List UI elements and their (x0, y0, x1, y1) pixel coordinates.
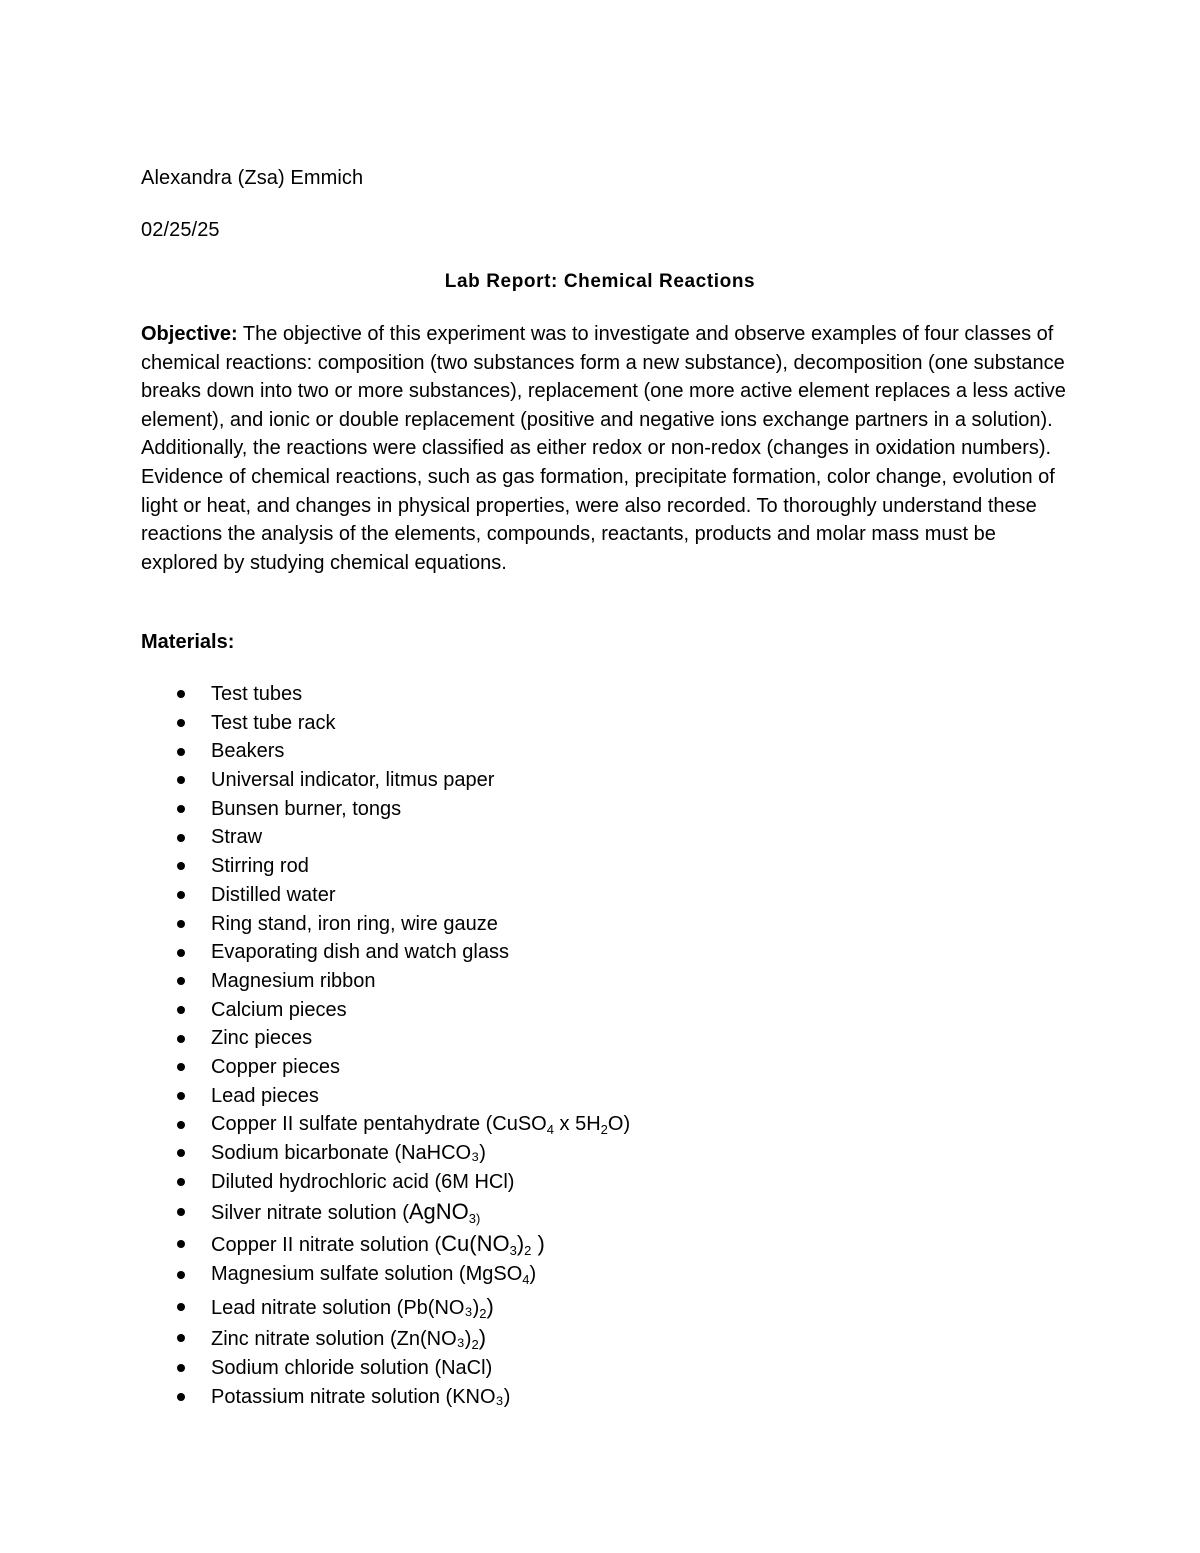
bullet-icon (177, 1178, 185, 1186)
bullet-icon (177, 1006, 185, 1014)
list-item: Test tube rack (141, 709, 630, 738)
bullet-icon (177, 748, 185, 756)
list-item-sodium-bicarbonate: Sodium bicarbonate (NaHCO₃) (141, 1139, 630, 1168)
list-item: Lead pieces (141, 1082, 630, 1111)
bullet-icon (177, 805, 185, 813)
list-item-lead-nitrate: Lead nitrate solution $(Pb(NO_3)_2)$ (141, 1291, 630, 1323)
list-item-magnesium-sulfate: Magnesium sulfate solution (MgSO$_4$) (141, 1259, 630, 1291)
list-item-copper-nitrate: Copper II nitrate solution ($Cu(NO_3)_2$ ) (141, 1228, 630, 1260)
list-item: Magnesium ribbon (141, 967, 630, 996)
list-item-sodium-chloride: Sodium chloride solution (NaCl) (141, 1354, 630, 1383)
bullet-icon (177, 1149, 185, 1157)
list-item: Straw (141, 823, 630, 852)
list-item: Zinc pieces (141, 1024, 630, 1053)
bullet-icon (177, 719, 185, 727)
bullet-icon (177, 1334, 185, 1342)
bullet-icon (177, 1208, 185, 1216)
list-item: Test tubes (141, 680, 630, 709)
bullet-icon (177, 1240, 185, 1248)
bullet-icon (177, 949, 185, 957)
bullet-icon (177, 834, 185, 842)
bullet-icon (177, 920, 185, 928)
bullet-icon (177, 1121, 185, 1129)
objective-text: The objective of this experiment was to investigate and observe examples of four classes of chemical reactions: composition (two substances form a new substance), decomposition (one substance breaks down into two or more substances), replacement (one more active element replaces a less active element), and ionic or double replacement (positive and negative ions exchange partners in a solution). Additionally, the reactions were classified as either redox or non-redox (changes in oxidation numbers). Evidence of chemical reactions, such as gas formation, precipitate formation, color change, evolution of light or heat, and changes in physical properties, were also recorded. To thoroughly understand these reactions the analysis of the elements, compounds, reactants, products and molar mass must be explored by studying chemical equations. (141, 323, 1066, 574)
list-item: Copper pieces (141, 1053, 630, 1082)
list-item: Universal indicator, litmus paper (141, 766, 630, 795)
report-title: Lab Report: Chemical Reactions (444, 271, 756, 292)
list-item: Ring stand, iron ring, wire gauze (141, 910, 630, 939)
materials-list (141, 680, 630, 1411)
bullet-icon (177, 1393, 185, 1401)
bullet-icon (177, 891, 185, 899)
list-item: Bunsen burner, tongs (141, 795, 630, 824)
objective-paragraph (141, 320, 1066, 577)
bullet-icon (177, 862, 185, 870)
author-name: Alexandra (Zsa) Emmich (141, 167, 364, 189)
bullet-icon (177, 1092, 185, 1100)
bullet-icon (177, 977, 185, 985)
list-item-silver-nitrate: Silver nitrate solution (AgNO$_{3)}$ (141, 1196, 630, 1228)
bullet-icon (177, 690, 185, 698)
list-item-copper-sulfate: Copper II sulfate pentahydrate (CuSO$_4$ x $5H_2O$) (141, 1110, 630, 1139)
report-date: 02/25/25 (141, 219, 220, 241)
materials-heading: Materials: (141, 631, 235, 653)
bullet-icon (177, 1271, 185, 1279)
bullet-icon (177, 1364, 185, 1372)
objective-label: Objective: (141, 323, 238, 345)
list-item: Stirring rod (141, 852, 630, 881)
list-item-zinc-nitrate: Zinc nitrate solution $(Zn(NO_3)_2)$ (141, 1322, 630, 1354)
list-item: Evaporating dish and watch glass (141, 938, 630, 967)
list-item: Calcium pieces (141, 996, 630, 1025)
bullet-icon (177, 1063, 185, 1071)
list-item-hydrochloric-acid: Diluted hydrochloric acid (6M HCl) (141, 1168, 630, 1197)
list-item: Beakers (141, 737, 630, 766)
list-item-potassium-nitrate: Potassium nitrate solution (KNO₃) (141, 1383, 630, 1412)
bullet-icon (177, 776, 185, 784)
bullet-icon (177, 1303, 185, 1311)
list-item: Distilled water (141, 881, 630, 910)
bullet-icon (177, 1035, 185, 1043)
